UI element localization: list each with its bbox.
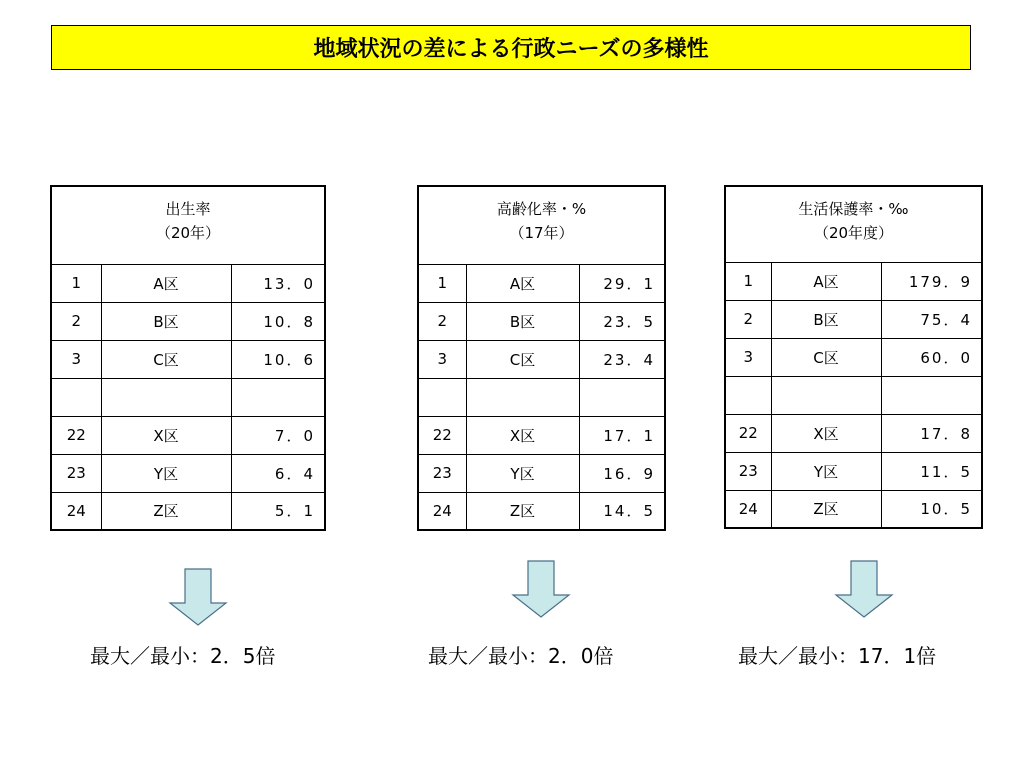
- rank-cell: 23: [418, 454, 466, 492]
- value-cell: 75．4: [881, 300, 982, 338]
- value-cell: [579, 378, 665, 416]
- table-row: [51, 416, 325, 454]
- table-row: [725, 452, 982, 490]
- table-row: [51, 302, 325, 340]
- ward-cell: B区: [101, 302, 231, 340]
- table-header-title: 出生率: [165, 200, 211, 218]
- rank-cell: [51, 378, 101, 416]
- ward-cell: A区: [466, 264, 579, 302]
- table-header: [418, 186, 665, 264]
- rank-cell: 1: [51, 264, 101, 302]
- table-row: [725, 338, 982, 376]
- rank-cell: 2: [51, 302, 101, 340]
- value-cell: [231, 378, 325, 416]
- value-cell: 7．0: [231, 416, 325, 454]
- table-header-period: （20年度）: [813, 224, 894, 242]
- table-row: [418, 340, 665, 378]
- table-row: [418, 264, 665, 302]
- ratio-summary: 最大／最小：17．1倍: [738, 644, 937, 668]
- rank-cell: 22: [51, 416, 101, 454]
- table-row: [418, 416, 665, 454]
- table-row: [418, 492, 665, 530]
- rank-cell: 3: [418, 340, 466, 378]
- ward-cell: Y区: [466, 454, 579, 492]
- ward-cell: Y区: [771, 452, 881, 490]
- table-row-gap: [725, 376, 982, 414]
- value-cell: 5．1: [231, 492, 325, 530]
- birth-rate-table: [50, 185, 326, 531]
- table-row: [725, 414, 982, 452]
- value-cell: 60．0: [881, 338, 982, 376]
- down-arrow-icon: [168, 568, 228, 626]
- ward-cell: [771, 376, 881, 414]
- value-cell: 17．8: [881, 414, 982, 452]
- ward-cell: Y区: [101, 454, 231, 492]
- table-row: [418, 302, 665, 340]
- table-row: [725, 490, 982, 528]
- table-header-row: [51, 186, 325, 264]
- ward-cell: X区: [101, 416, 231, 454]
- table-header-period: （17年）: [509, 224, 574, 242]
- rank-cell: 24: [51, 492, 101, 530]
- rank-cell: 22: [418, 416, 466, 454]
- table-row-gap: [418, 378, 665, 416]
- table-row: [51, 492, 325, 530]
- table-header-title: 高齢化率・%: [496, 200, 587, 218]
- rank-cell: 23: [51, 454, 101, 492]
- ward-cell: Z区: [771, 490, 881, 528]
- table-header-period: （20年）: [155, 224, 221, 242]
- ward-cell: C区: [101, 340, 231, 378]
- value-cell: 10．5: [881, 490, 982, 528]
- value-cell: 23．4: [579, 340, 665, 378]
- value-cell: [881, 376, 982, 414]
- ward-cell: C区: [771, 338, 881, 376]
- welfare-rate-table: [724, 185, 983, 529]
- table-header-title: 生活保護率・‰: [798, 200, 909, 218]
- ward-cell: A区: [771, 262, 881, 300]
- rank-cell: 1: [418, 264, 466, 302]
- rank-cell: 22: [725, 414, 771, 452]
- rank-cell: [725, 376, 771, 414]
- ward-cell: C区: [466, 340, 579, 378]
- aging-rate-table: [417, 185, 666, 531]
- rank-cell: 24: [725, 490, 771, 528]
- value-cell: 13．0: [231, 264, 325, 302]
- table-row: [51, 264, 325, 302]
- table-header: [725, 186, 982, 262]
- rank-cell: 23: [725, 452, 771, 490]
- value-cell: 17．1: [579, 416, 665, 454]
- table-row: [51, 454, 325, 492]
- value-cell: 16．9: [579, 454, 665, 492]
- ward-cell: [466, 378, 579, 416]
- ward-cell: X区: [466, 416, 579, 454]
- rank-cell: [418, 378, 466, 416]
- value-cell: 11．5: [881, 452, 982, 490]
- down-arrow-icon: [834, 560, 894, 618]
- ward-cell: Z区: [101, 492, 231, 530]
- ward-cell: B区: [466, 302, 579, 340]
- slide-title: 地域状況の差による行政ニーズの多様性: [51, 25, 971, 70]
- down-arrow-icon: [511, 560, 571, 618]
- table-row: [418, 454, 665, 492]
- table-header: [51, 186, 325, 264]
- value-cell: 6．4: [231, 454, 325, 492]
- table-row: [51, 340, 325, 378]
- table-header-row: [418, 186, 665, 264]
- value-cell: 14．5: [579, 492, 665, 530]
- ward-cell: X区: [771, 414, 881, 452]
- table-row-gap: [51, 378, 325, 416]
- value-cell: 10．6: [231, 340, 325, 378]
- ward-cell: Z区: [466, 492, 579, 530]
- table-row: [725, 262, 982, 300]
- ward-cell: [101, 378, 231, 416]
- rank-cell: 2: [418, 302, 466, 340]
- rank-cell: 2: [725, 300, 771, 338]
- value-cell: 29．1: [579, 264, 665, 302]
- ward-cell: B区: [771, 300, 881, 338]
- value-cell: 23．5: [579, 302, 665, 340]
- rank-cell: 3: [725, 338, 771, 376]
- value-cell: 179．9: [881, 262, 982, 300]
- rank-cell: 1: [725, 262, 771, 300]
- ratio-summary: 最大／最小：2．0倍: [428, 644, 614, 668]
- value-cell: 10．8: [231, 302, 325, 340]
- rank-cell: 3: [51, 340, 101, 378]
- ratio-summary: 最大／最小：2．5倍: [90, 644, 276, 668]
- rank-cell: 24: [418, 492, 466, 530]
- ward-cell: A区: [101, 264, 231, 302]
- table-row: [725, 300, 982, 338]
- table-header-row: [725, 186, 982, 262]
